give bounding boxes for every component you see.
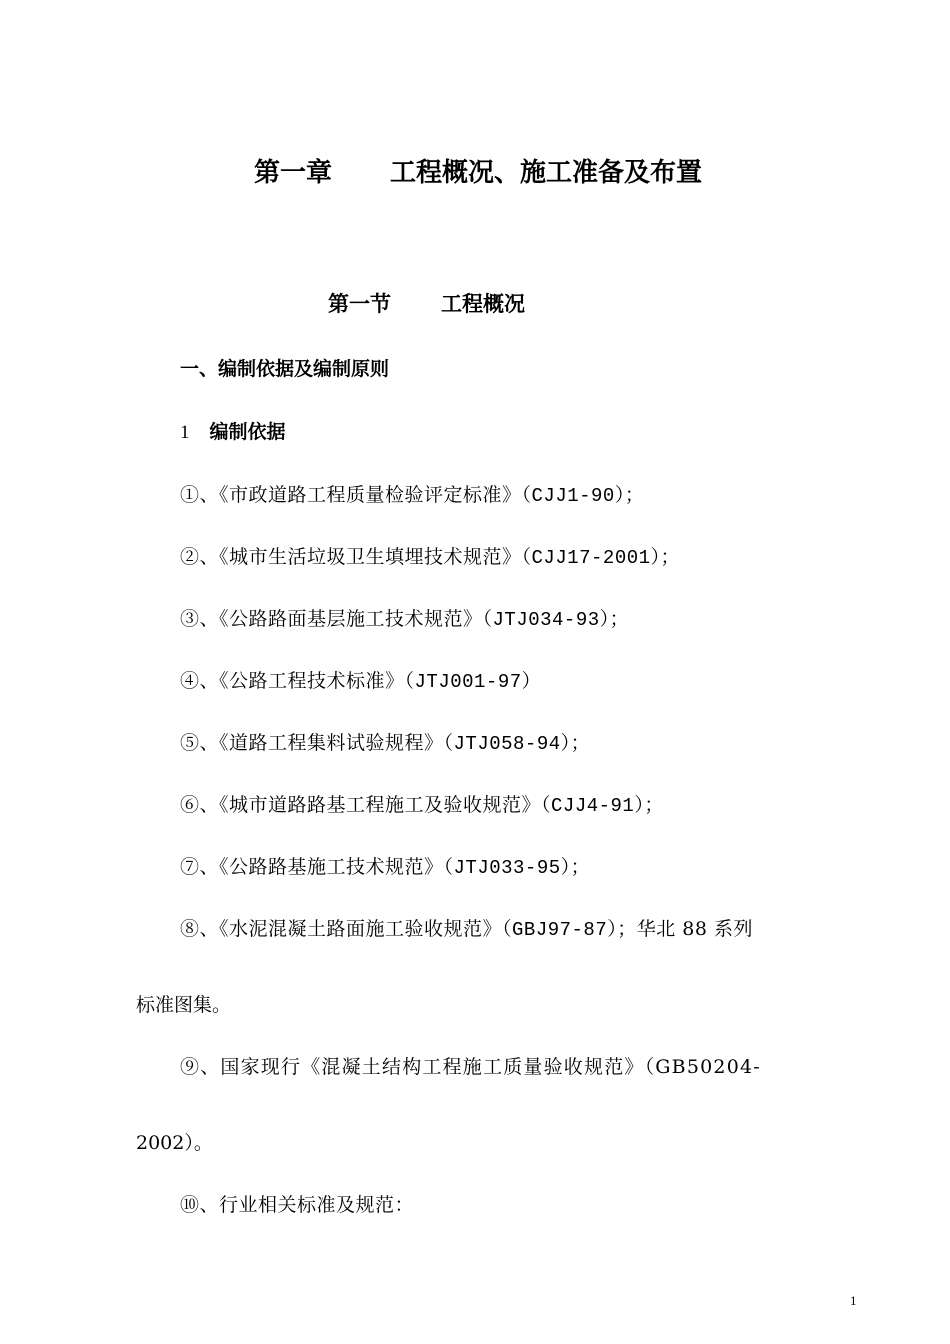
item-title: ⑤、《道路工程集料试验规程》 xyxy=(180,732,444,754)
chapter-label: 第一章 xyxy=(254,158,333,188)
list-item xyxy=(180,548,680,568)
list-item xyxy=(180,734,590,754)
item-title: ⑦、《公路路基施工技术规范》 xyxy=(180,856,444,878)
item-code: （CJJ17-2001）； xyxy=(521,547,681,569)
item-title: ④、《公路工程技术标准》 xyxy=(180,670,405,692)
heading-compilation-basis-principles: 一、编制依据及编制原则 xyxy=(180,358,390,380)
item-title: ⑥、《城市道路路基工程施工及验收规范》 xyxy=(180,794,542,816)
item-code: （JTJ001-97） xyxy=(404,671,542,693)
item-title: ③、《公路路面基层施工技术规范》 xyxy=(180,608,483,630)
section-label: 第一节 xyxy=(328,292,391,316)
item-9-continuation: 2002）。 xyxy=(136,1132,213,1154)
list-item xyxy=(180,610,629,630)
item-suffix: 华北 88 系列 xyxy=(636,918,753,940)
item-code: （JTJ034-93）； xyxy=(482,609,630,631)
heading-text: 编制依据 xyxy=(209,421,286,443)
item-title: ⑧、《水泥混凝土路面施工验收规范》 xyxy=(180,918,503,940)
page-number: 1 xyxy=(850,1293,857,1308)
item-title: ①、《市政道路工程质量检验评定标准》 xyxy=(180,484,522,506)
section-title xyxy=(328,294,525,315)
list-item xyxy=(180,920,753,940)
list-item xyxy=(180,486,644,506)
section-name: 工程概况 xyxy=(441,292,525,316)
list-item xyxy=(180,858,590,878)
heading-compilation-basis xyxy=(180,423,286,442)
item-code: （JTJ058-94）； xyxy=(443,733,591,755)
list-item xyxy=(180,796,664,816)
item-8-continuation: 标准图集。 xyxy=(136,994,232,1016)
list-item xyxy=(180,672,541,692)
chapter-name: 工程概况、施工准备及布置 xyxy=(390,158,703,188)
item-code: （JTJ033-95）； xyxy=(443,857,591,879)
chapter-title xyxy=(254,160,702,186)
item-code: （CJJ1-90）； xyxy=(521,485,645,507)
heading-number: 1 xyxy=(180,422,190,443)
item-9: ⑨、国家现行《混凝土结构工程施工质量验收规范》（GB50204- xyxy=(180,1056,761,1078)
item-code: （GBJ97-87）； xyxy=(502,919,637,941)
item-10: ⑩、行业相关标准及规范： xyxy=(180,1194,415,1216)
item-title: ②、《城市生活垃圾卫生填埋技术规范》 xyxy=(180,546,522,568)
item-code: （CJJ4-91）； xyxy=(541,795,664,817)
